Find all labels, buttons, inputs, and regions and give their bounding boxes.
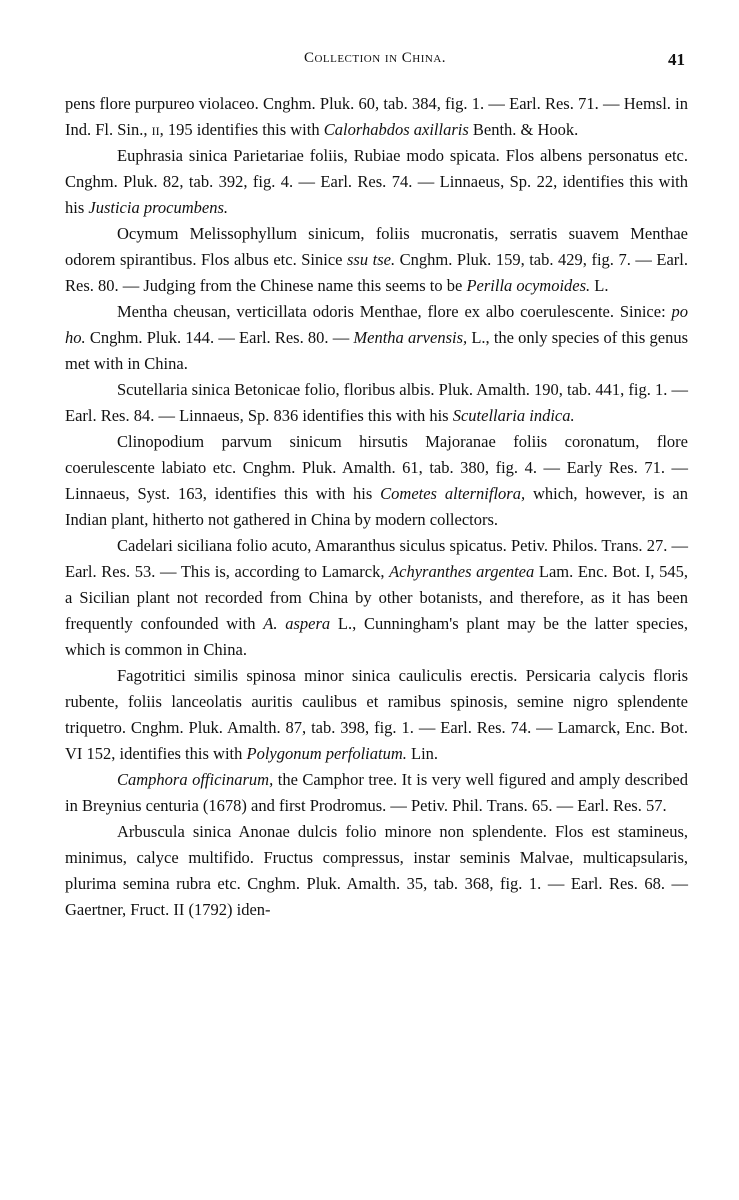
text-run: pens flore purpureo violaceo. Cnghm. Pluk. 60, tab. 384, fig. 1. — Earl. Res. 71. — Hemsl. in Ind. Fl. Sin., xyxy=(65,94,688,139)
italic-text: Polygonum perfoliatum. xyxy=(246,744,407,763)
paragraph xyxy=(65,663,688,767)
italic-text: Camphora officinarum, xyxy=(117,770,274,789)
text-run: , 195 identifies this with xyxy=(159,120,324,139)
text-run: the Camphor tree. It is very well figured and amply described in Breynius centuria (1678) and first Prodromus. — Petiv. Phil. Trans. 65. — Earl. Res. 57. xyxy=(65,770,688,815)
text-run: Mentha cheusan, verticillata odoris Menthae, flore ex albo coerulescente. Sinice: xyxy=(117,302,672,321)
paragraph xyxy=(65,221,688,299)
text-run: Benth. & Hook. xyxy=(468,120,579,139)
italic-text: Achyranthes argentea xyxy=(389,562,535,581)
italic-text: Justicia procumbens. xyxy=(88,198,229,217)
text-run: Lam. Enc. Bot. I, 545, a Sicilian plant not recorded from China by other botanists, and therefore, as it has been frequently confounded with xyxy=(65,562,688,633)
italic-text: Scutellaria indica. xyxy=(452,406,575,425)
text-body xyxy=(65,91,688,923)
text-run: L., Cunningham's plant may be the latter species, which is common in China. xyxy=(65,614,688,659)
italic-text: A. aspera xyxy=(263,614,331,633)
text-run: Euphrasia sinica Parietariae foliis, Rubiae modo spicata. Flos albens personatus etc. Cnghm. Pluk. 82, tab. 392, fig. 4. — Earl. Res. 74. — Linnaeus, Sp. 22, identifies this with his xyxy=(65,146,688,217)
italic-text: Perilla ocymoides. xyxy=(466,276,591,295)
paragraph xyxy=(65,819,688,923)
text-run: Fagotritici similis spinosa minor sinica cauliculis erectis. Persicaria calycis floris rubente, foliis lanceolatis auritis caulibus et ramibus spinosis, semine nigro splendente triquetro. Cnghm. Pluk. Amalth. 87, tab. 398, fig. 1. — Earl. Res. 74. — Lamarck, Enc. Bot. VI 152, identifies this with xyxy=(65,666,688,763)
text-run: Cnghm. Pluk. 159, tab. 429, fig. 7. — Earl. Res. 80. — Judging from the Chinese name this seems to be xyxy=(65,250,688,295)
text-run: L. xyxy=(590,276,609,295)
text-run: Arbuscula sinica Anonae dulcis folio minore non splendente. Flos est stamineus, minimus, calyce multifido. Fructus compressus, instar seminis Malvae, multicapsularis, plurima semina rubra etc. Cnghm. Pluk. Amalth. 35, tab. 368, fig. 1. — Earl. Res. 68. — Gaertner, Fruct. II (1792) iden- xyxy=(65,822,688,919)
text-run: Scutellaria sinica Betonicae folio, floribus albis. Pluk. Amalth. 190, tab. 441, fig. 1. — Earl. Res. 84. — Linnaeus, Sp. 836 identifies this with his xyxy=(65,380,688,425)
paragraph xyxy=(65,429,688,533)
text-run: Ocymum Melissophyllum sinicum, foliis mucronatis, serratis suavem Menthae odorem spirantibus. Flos albus etc. Sinice xyxy=(65,224,688,269)
running-head xyxy=(65,50,685,72)
text-run: L., the only species of this genus met with in China. xyxy=(65,328,688,373)
text-run: Clinopodium parvum sinicum hirsutis Majoranae foliis coronatum, flore coerulescente labiato etc. Cnghm. Pluk. Amalth. 61, tab. 380, fig. 4. — Early Res. 71. — Linnaeus, Syst. 163, identifies this with his xyxy=(65,432,688,503)
italic-text: Cometes alterniflora, xyxy=(380,484,526,503)
italic-text: po ho. xyxy=(65,302,688,347)
italic-text: Mentha arvensis, xyxy=(353,328,468,347)
paragraph xyxy=(65,299,688,377)
paragraph xyxy=(65,533,688,663)
paragraph xyxy=(65,377,688,429)
italic-text: ssu tse. xyxy=(347,250,396,269)
running-title: Collection in China. xyxy=(303,50,447,66)
small-caps-text: ii xyxy=(151,120,160,139)
page-number: 41 xyxy=(668,50,685,69)
paragraph xyxy=(65,767,688,819)
paragraph xyxy=(65,91,688,143)
paragraph xyxy=(65,143,688,221)
italic-text: Calorhabdos axillaris xyxy=(323,120,469,139)
text-run: which, however, is an Indian plant, hitherto not gathered in China by modern collectors. xyxy=(65,484,688,529)
text-run: Lin. xyxy=(406,744,439,763)
text-run: Cnghm. Pluk. 144. — Earl. Res. 80. — xyxy=(85,328,354,347)
text-run: Cadelari siciliana folio acuto, Amaranthus siculus spicatus. Petiv. Philos. Trans. 27. — Earl. Res. 53. — This is, according to Lamarck, xyxy=(65,536,688,581)
